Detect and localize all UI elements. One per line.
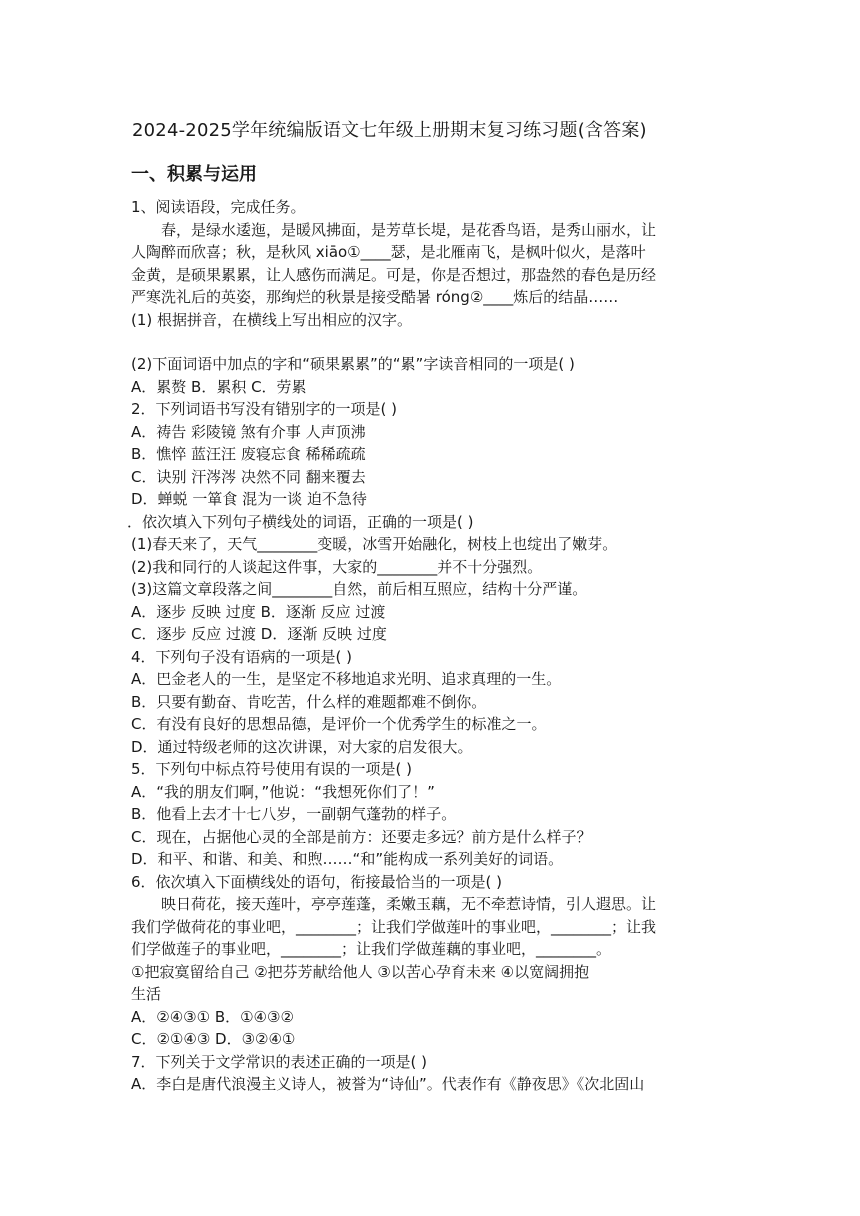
sub-question: (2)下面词语中加点的字和“硕果累累”的“累”字读音相同的一项是( ) bbox=[131, 355, 575, 373]
option-line: C．诀别 汗涔涔 决然不同 翻来覆去 bbox=[131, 467, 366, 486]
sentence-line: (2)我和同行的人谈起这件事，大家的________并不十分强烈。 bbox=[131, 557, 543, 576]
option-line: B．他看上去才十七八岁，一副朝气蓬勃的样子。 bbox=[131, 805, 457, 823]
question-1-stem: 1、阅读语段，完成任务。 bbox=[131, 198, 306, 216]
question-4-stem: 4．下列句子没有语病的一项是( ) bbox=[131, 647, 353, 666]
choice-line: 生活 bbox=[131, 985, 162, 1003]
sentence-line: (3)这篇文章段落之间________自然，前后相互照应，结构十分严谨。 bbox=[131, 580, 588, 598]
option-line: A．祷告 彩陵镜 煞有介事 人声顶沸 bbox=[131, 422, 366, 441]
option-line: C．现在，占据他心灵的全部是前方：还要走多远？前方是什么样子？ bbox=[131, 827, 592, 846]
section-heading: 一、积累与运用 bbox=[131, 164, 257, 185]
passage-line: 映日荷花，接天莲叶，亭亭莲蓬，柔嫩玉藕，无不牵惹诗情，引人遐思。让 bbox=[161, 895, 657, 913]
passage-line: 人陶醉而欣喜；秋，是秋风 xiāo①____瑟，是北雁南飞，是枫叶似火，是落叶 bbox=[131, 243, 646, 261]
option-line: A．逐步 反映 过度 B．逐渐 反应 过渡 bbox=[131, 602, 386, 621]
option-line: C．逐步 反应 过渡 D．逐渐 反映 过度 bbox=[131, 625, 387, 643]
option-line: A．②④③① B．①④③② bbox=[131, 1007, 294, 1026]
option-line: D．蝉蜕 一箪食 混为一谈 迫不急待 bbox=[131, 490, 367, 508]
sentence-line: (1)春天来了，天气________变暖，冰雪开始融化，树枝上也绽出了嫩芽。 bbox=[131, 535, 618, 553]
option-line: A．“我的朋友们啊，”他说：“我想死你们了！” bbox=[131, 782, 435, 801]
passage-line: 我们学做荷花的事业吧，________；让我们学做莲叶的事业吧，________；让我 bbox=[131, 917, 657, 936]
passage-line: 金黄，是硕果累累，让人感伤而满足。可是，你是否想过，那盎然的春色是历经 bbox=[131, 265, 657, 284]
answer-space bbox=[131, 331, 731, 353]
passage-line: 春，是绿水逶迤，是暖风拂面，是芳草长堤，是花香鸟语，是秀山丽水，让 bbox=[161, 220, 657, 239]
question-6-stem: 6．依次填入下面横线处的语句，衔接最恰当的一项是( ) bbox=[131, 872, 503, 891]
passage-line: 们学做莲子的事业吧，________；让我们学做莲藕的事业吧，________。 bbox=[131, 940, 612, 958]
passage-line: 严寒洗礼后的英姿，那绚烂的秋景是接受酷暑 róng②____炼后的结晶…… bbox=[131, 288, 619, 306]
option-line: C．②①④③ D．③②④① bbox=[131, 1030, 296, 1048]
option-line: A．累赘 B．累积 C．劳累 bbox=[131, 377, 307, 396]
option-line: B．只要有勤奋、肯吃苦，什么样的难题都难不倒你。 bbox=[131, 692, 487, 711]
question-5-stem: 5．下列句中标点符号使用有误的一项是( ) bbox=[131, 760, 413, 778]
document-body bbox=[127, 196, 731, 1096]
option-line: A．李白是唐代浪漫主义诗人，被誉为“诗仙”。代表作有《静夜思》《次北固山 bbox=[131, 1075, 645, 1093]
option-line: B．憔悴 蓝汪汪 废寝忘食 稀稀疏疏 bbox=[131, 445, 366, 463]
question-2-stem: 2．下列词语书写没有错别字的一项是( ) bbox=[131, 400, 398, 418]
option-line: D．通过特级老师的这次讲课，对大家的启发很大。 bbox=[131, 737, 473, 756]
question-3-stem: ．依次填入下列句子横线处的词语，正确的一项是( ) bbox=[127, 512, 474, 531]
question-7-stem: 7．下列关于文学常识的表述正确的一项是( ) bbox=[131, 1052, 428, 1071]
sub-question: (1) 根据拼音，在横线上写出相应的汉字。 bbox=[131, 310, 413, 329]
page-title: 2024-2025学年统编版语文七年级上册期末复习练习题(含答案) bbox=[132, 120, 647, 141]
option-line: A．巴金老人的一生，是坚定不移地追求光明、追求真理的一生。 bbox=[131, 670, 562, 688]
choice-line: ①把寂寞留给自己 ②把芬芳献给他人 ③以苦心孕育未来 ④以宽阔拥抱 bbox=[131, 962, 590, 981]
option-line: D．和平、和谐、和美、和煦……“和”能构成一系列美好的词语。 bbox=[131, 850, 564, 868]
option-line: C．有没有良好的思想品德，是评价一个优秀学生的标准之一。 bbox=[131, 715, 547, 733]
